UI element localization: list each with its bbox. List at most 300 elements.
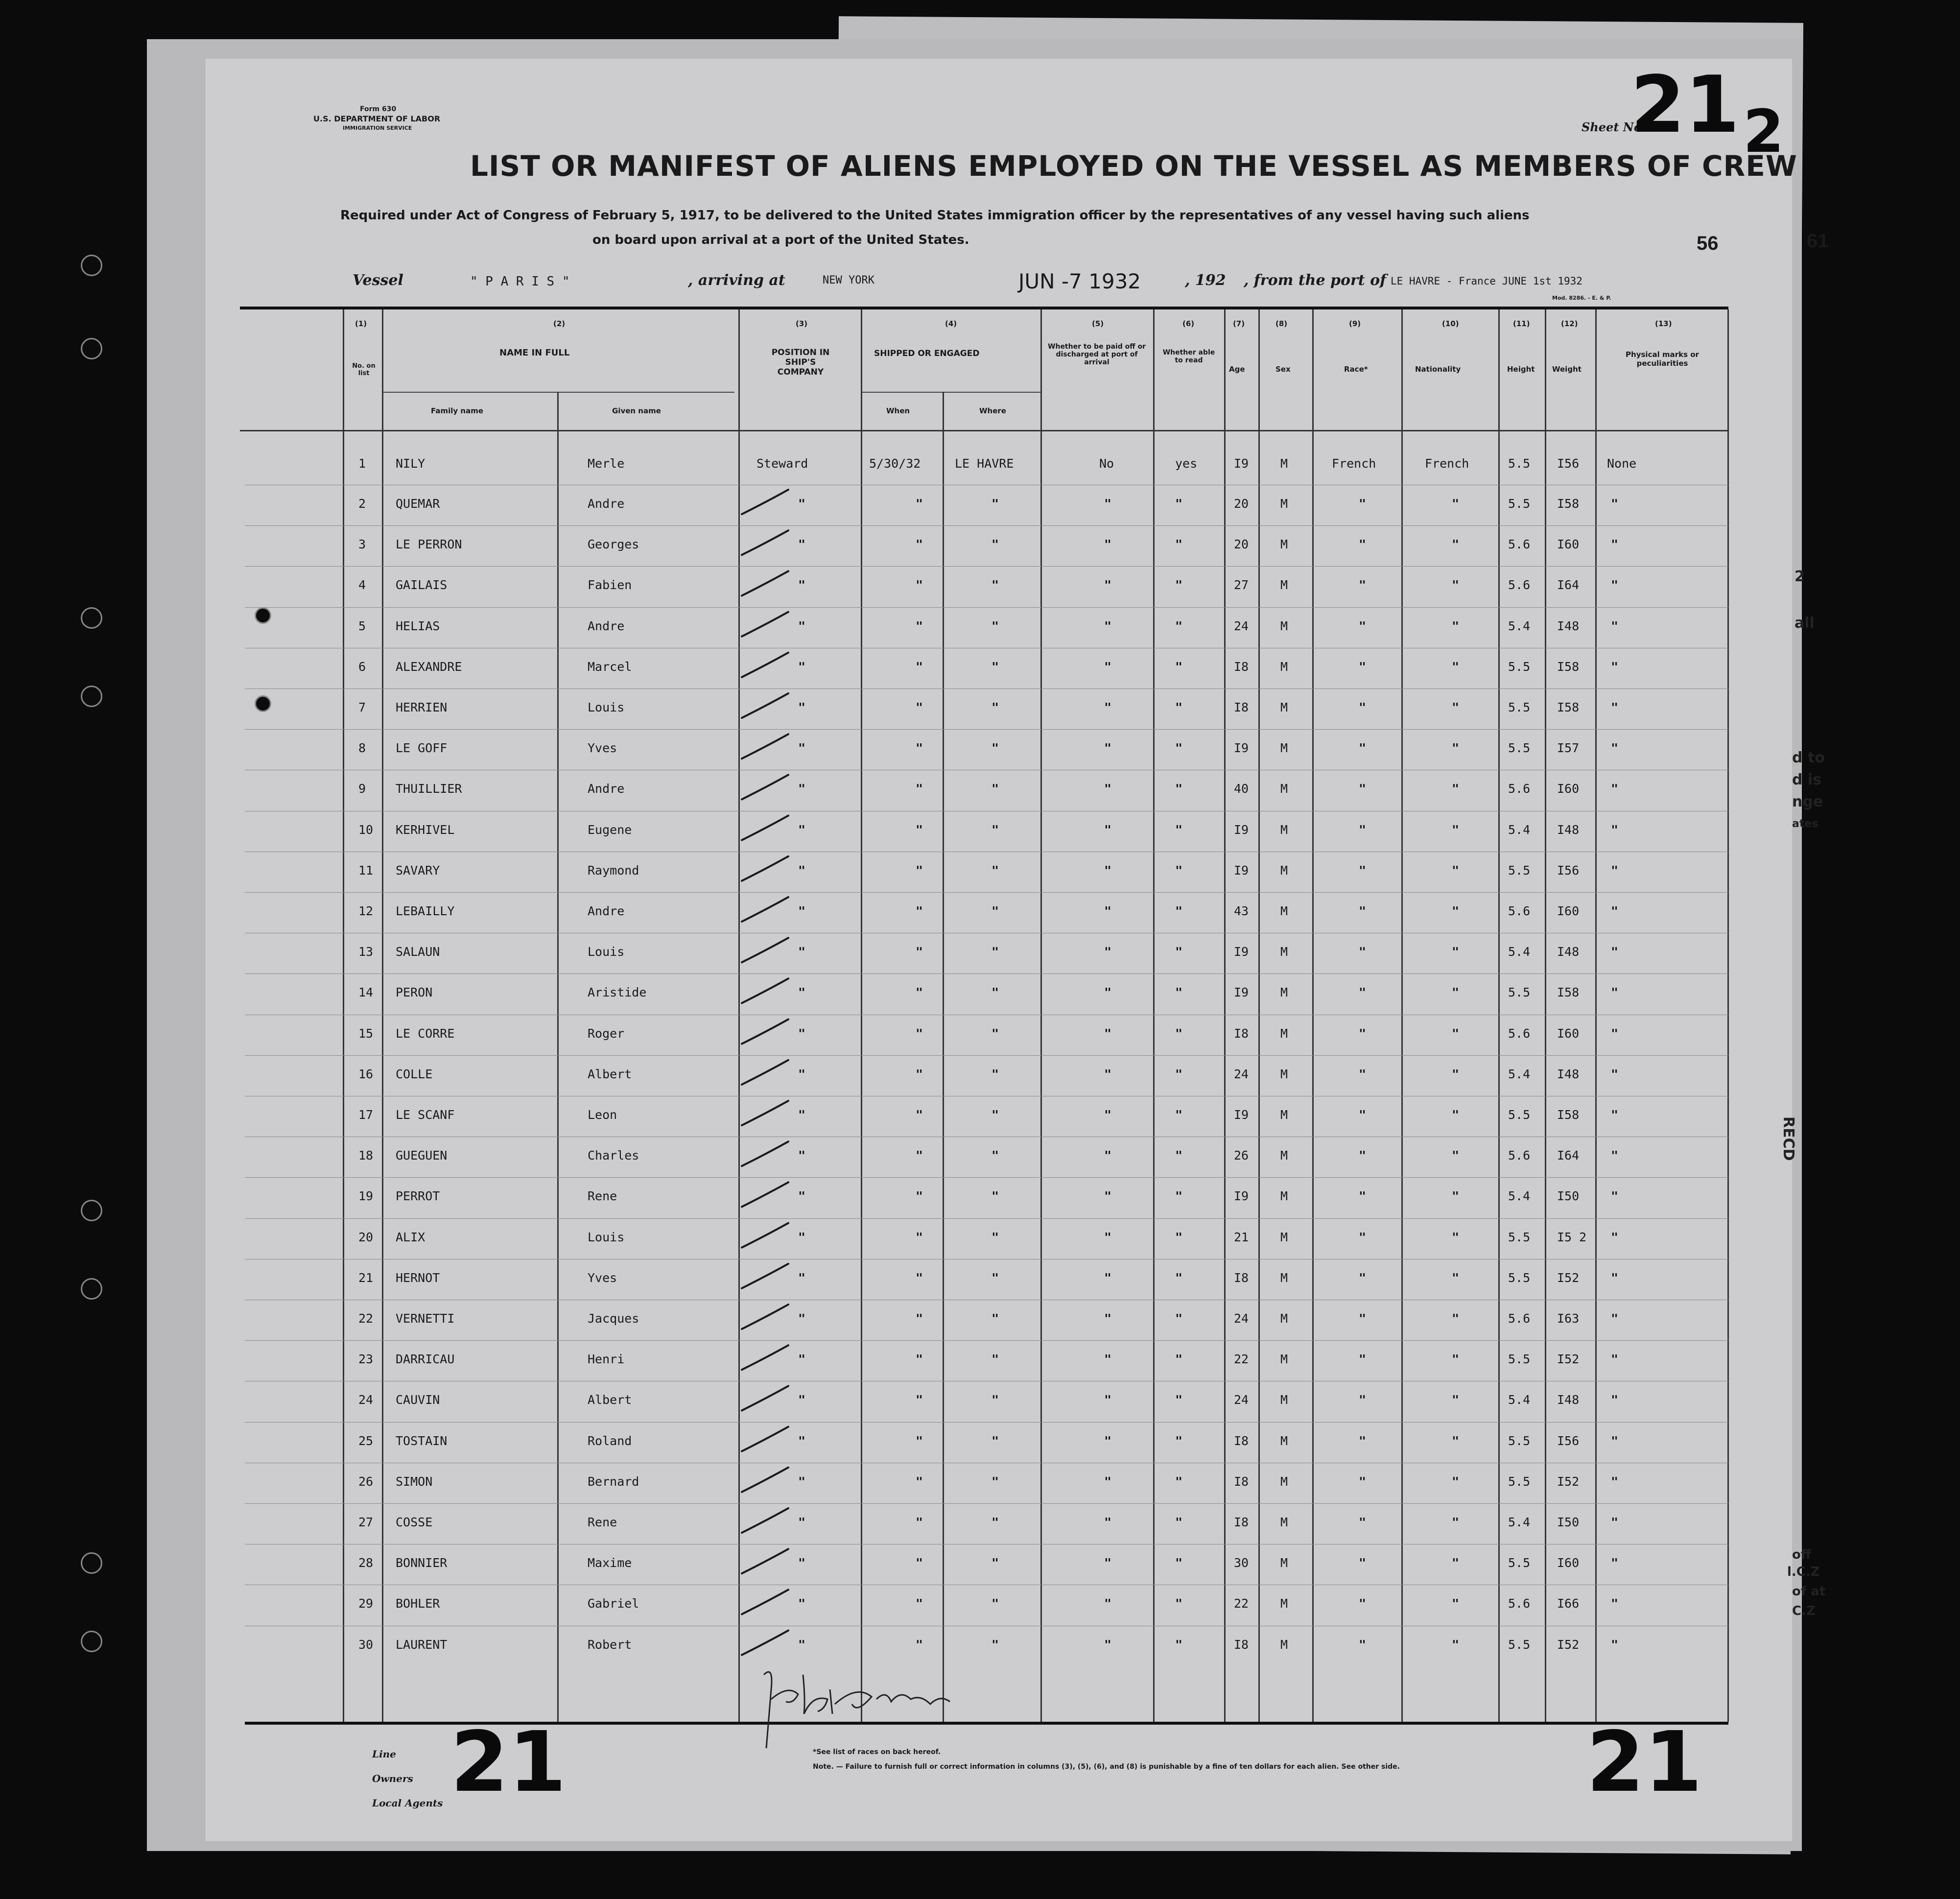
col13-header: Physical marks or peculiarities	[1626, 350, 1699, 368]
weight: I48	[1557, 1393, 1580, 1407]
able-to-read-ditto: "	[1175, 741, 1183, 756]
age: I9	[1234, 456, 1249, 471]
weight: I60	[1557, 1026, 1580, 1041]
weight: I52	[1557, 1270, 1580, 1285]
row-number: 18	[358, 1148, 374, 1163]
nationality-ditto: "	[1452, 1433, 1460, 1448]
weight: I56	[1557, 863, 1580, 878]
sex: M	[1280, 700, 1288, 714]
age: 24	[1234, 618, 1249, 633]
age: 22	[1234, 1352, 1249, 1367]
col10-header: Nationality	[1415, 365, 1461, 374]
row-number: 26	[358, 1474, 374, 1489]
height: 5.5	[1508, 700, 1531, 714]
position-ditto: "	[798, 1230, 806, 1244]
age: 27	[1234, 578, 1249, 593]
col9-header: Race*	[1344, 365, 1368, 374]
marks-ditto: "	[1611, 1189, 1619, 1204]
col2-number: (2)	[553, 319, 566, 328]
age: I8	[1234, 1270, 1249, 1285]
table-row	[0, 978, 1960, 1019]
col7-header: Age	[1229, 365, 1245, 374]
position-ditto: "	[798, 985, 806, 1000]
paid-off-ditto: "	[1104, 1556, 1112, 1570]
age: I9	[1234, 822, 1249, 837]
able-to-read-ditto: "	[1175, 700, 1183, 714]
given-name: Andre	[588, 904, 625, 918]
race-ditto: "	[1359, 1230, 1367, 1244]
position-ditto: "	[798, 1189, 806, 1204]
shipped-when-ditto: "	[916, 985, 923, 1000]
table-row	[0, 1631, 1960, 1671]
given-name: Roland	[588, 1433, 632, 1448]
able-to-read-ditto: "	[1175, 863, 1183, 878]
race-ditto: "	[1359, 741, 1367, 756]
family-name: THUILLIER	[396, 782, 462, 796]
shipped-when-ditto: "	[916, 659, 923, 674]
table-row	[0, 775, 1960, 815]
table-row	[0, 1020, 1960, 1060]
position-ditto: "	[798, 537, 806, 552]
shipped-where-ditto: "	[992, 1596, 999, 1611]
table-row	[0, 1305, 1960, 1345]
sheet-stamp-number: 21	[1630, 59, 1740, 150]
margin-note: d is	[1792, 771, 1822, 788]
paid-off-ditto: "	[1104, 1596, 1112, 1611]
age: I8	[1234, 700, 1249, 714]
arriving-label: , arriving at	[688, 272, 785, 289]
paid-off-ditto: "	[1104, 1108, 1112, 1122]
table-row	[0, 1427, 1960, 1467]
given-name: Fabien	[588, 578, 632, 593]
position-ditto: "	[798, 741, 806, 756]
nationality-ditto: "	[1452, 1189, 1460, 1204]
row-rule	[245, 1055, 1728, 1056]
row-rule	[245, 525, 1728, 526]
position-ditto: "	[798, 822, 806, 837]
col4b-header: Where	[979, 406, 1006, 415]
col6-number: (6)	[1182, 319, 1195, 328]
nationality-ditto: "	[1452, 1067, 1460, 1081]
position-ditto: "	[798, 863, 806, 878]
weight: I57	[1557, 741, 1580, 756]
able-to-read-ditto: "	[1175, 1148, 1183, 1163]
height: 5.6	[1508, 537, 1531, 552]
nationality-ditto: "	[1452, 578, 1460, 593]
weight: I60	[1557, 904, 1580, 918]
race-ditto: "	[1359, 537, 1367, 552]
nationality-ditto: "	[1452, 1515, 1460, 1529]
nationality-ditto: "	[1452, 659, 1460, 674]
height: 5.5	[1508, 497, 1531, 511]
manifest-subtitle-2: on board upon arrival at a port of the United States.	[592, 233, 969, 247]
height: 5.5	[1508, 1474, 1531, 1489]
given-name: Gabriel	[588, 1596, 639, 1611]
nationality-ditto: "	[1452, 985, 1460, 1000]
shipped-where-ditto: "	[992, 1311, 999, 1326]
shipped-when-ditto: "	[916, 700, 923, 714]
margin-note: of at	[1792, 1584, 1826, 1599]
shipped-when-ditto: "	[916, 1311, 923, 1326]
shipped-where-ditto: "	[992, 1148, 999, 1163]
table-row	[0, 490, 1960, 530]
col4-number: (4)	[945, 319, 957, 328]
arrival-date-stamp: JUN -7 1932	[1018, 269, 1141, 293]
given-name: Andre	[588, 618, 625, 633]
table-row	[0, 450, 1960, 490]
given-name: Merle	[588, 456, 625, 471]
row-number: 4	[358, 578, 366, 593]
age: I8	[1234, 1433, 1249, 1448]
able-to-read-ditto: "	[1175, 618, 1183, 633]
able-to-read-ditto: "	[1175, 578, 1183, 593]
family-name: TOSTAIN	[396, 1433, 448, 1448]
given-name: Henri	[588, 1352, 625, 1367]
page-number-56: 56	[1697, 233, 1719, 254]
shipped-when-ditto: "	[916, 1026, 923, 1041]
able-to-read-ditto: "	[1175, 537, 1183, 552]
marks-ditto: "	[1611, 1026, 1619, 1041]
marks-ditto: "	[1611, 618, 1619, 633]
punch-hole	[81, 338, 102, 359]
sex: M	[1280, 537, 1288, 552]
age: 20	[1234, 537, 1249, 552]
shipped-where-ditto: "	[992, 985, 999, 1000]
nationality-ditto: "	[1452, 1026, 1460, 1041]
shipped-when-ditto: "	[916, 1393, 923, 1407]
weight: I64	[1557, 1148, 1580, 1163]
paid-off-ditto: "	[1104, 741, 1112, 756]
sex: M	[1280, 1556, 1288, 1570]
shipped-where-ditto: "	[992, 618, 999, 633]
age: 21	[1234, 1230, 1249, 1244]
height: 5.4	[1508, 822, 1531, 837]
weight: I48	[1557, 945, 1580, 959]
weight: I58	[1557, 659, 1580, 674]
height: 5.5	[1508, 1230, 1531, 1244]
table-row	[0, 612, 1960, 652]
sex: M	[1280, 1311, 1288, 1326]
row-rule	[245, 1503, 1728, 1504]
row-number: 17	[358, 1108, 374, 1122]
able-to-read-ditto: "	[1175, 1515, 1183, 1529]
age: 24	[1234, 1393, 1249, 1407]
position-ditto: "	[798, 1311, 806, 1326]
family-name: LE SCANF	[396, 1108, 455, 1122]
sex: M	[1280, 618, 1288, 633]
stamp-number-left: 21	[450, 1714, 567, 1811]
col2a-header: Family name	[431, 406, 484, 415]
shipped-when-ditto: "	[916, 945, 923, 959]
marks-ditto: "	[1611, 1433, 1619, 1448]
family-name: PERON	[396, 985, 433, 1000]
able-to-read-ditto: "	[1175, 1433, 1183, 1448]
weight: I48	[1557, 822, 1580, 837]
family-name: PERROT	[396, 1189, 440, 1204]
paid-off-ditto: "	[1104, 1515, 1112, 1529]
owners-label: Owners	[372, 1773, 413, 1784]
sex: M	[1280, 1148, 1288, 1163]
table-row	[0, 734, 1960, 774]
family-name: BOHLER	[396, 1596, 440, 1611]
able-to-read-ditto: "	[1175, 985, 1183, 1000]
margin-note: all	[1795, 615, 1815, 632]
paid-off-ditto: "	[1104, 1311, 1112, 1326]
nationality-ditto: "	[1452, 863, 1460, 878]
col8-number: (8)	[1275, 319, 1288, 328]
family-name: CAUVIN	[396, 1393, 440, 1407]
nationality-ditto: "	[1452, 1556, 1460, 1570]
table-row	[0, 1386, 1960, 1426]
paid-off-ditto: "	[1104, 945, 1112, 959]
marks-ditto: "	[1611, 1637, 1619, 1652]
paid-off-ditto: "	[1104, 863, 1112, 878]
row-number: 28	[358, 1556, 374, 1570]
height: 5.5	[1508, 1556, 1531, 1570]
nationality-ditto: "	[1452, 497, 1460, 511]
family-name: DARRICAU	[396, 1352, 455, 1367]
line-label: Line	[372, 1748, 396, 1760]
race-ditto: "	[1359, 945, 1367, 959]
shipped-when-ditto: "	[916, 1108, 923, 1122]
race-ditto: "	[1359, 1596, 1367, 1611]
height: 5.4	[1508, 1189, 1531, 1204]
row-number: 2	[358, 497, 366, 511]
paid-off-ditto: "	[1104, 1637, 1112, 1652]
local-agents-label: Local Agents	[372, 1797, 443, 1809]
able-to-read-ditto: "	[1175, 822, 1183, 837]
table-row	[0, 1223, 1960, 1263]
position: Steward	[756, 456, 808, 471]
department-label: U.S. DEPARTMENT OF LABOR	[313, 114, 441, 123]
sex: M	[1280, 741, 1288, 756]
nationality-ditto: "	[1452, 700, 1460, 714]
position-ditto: "	[798, 1148, 806, 1163]
age: I9	[1234, 863, 1249, 878]
height: 5.6	[1508, 1148, 1531, 1163]
sex: M	[1280, 1230, 1288, 1244]
col4-header: SHIPPED OR ENGAGED	[874, 349, 980, 358]
age: I9	[1234, 1189, 1249, 1204]
nationality-ditto: "	[1452, 618, 1460, 633]
race-ditto: "	[1359, 904, 1367, 918]
height: 5.5	[1508, 456, 1531, 471]
weight: I60	[1557, 1556, 1580, 1570]
race-ditto: "	[1359, 1148, 1367, 1163]
shipped-when-ditto: "	[916, 1189, 923, 1204]
race-ditto: "	[1359, 1352, 1367, 1367]
table-row	[0, 1060, 1960, 1100]
row-number: 8	[358, 741, 366, 756]
marks-ditto: "	[1611, 904, 1619, 918]
shipped-when-ditto: "	[916, 1270, 923, 1285]
col13-number: (13)	[1655, 319, 1672, 328]
family-name: SAVARY	[396, 863, 440, 878]
paid-off-ditto: "	[1104, 782, 1112, 796]
family-name: ALIX	[396, 1230, 425, 1244]
table-row	[0, 1182, 1960, 1222]
row-number: 13	[358, 945, 374, 959]
weight: I63	[1557, 1311, 1580, 1326]
shipped-where-ditto: "	[992, 1026, 999, 1041]
height: 5.6	[1508, 1311, 1531, 1326]
footnote-penalty: Note. — Failure to furnish full or correct information in columns (3), (5), (6), and (8) is punishable by a fine of ten dollars for each alien. See other side.	[813, 1763, 1400, 1771]
given-name: Aristide	[588, 985, 647, 1000]
sex: M	[1280, 1067, 1288, 1081]
age: I8	[1234, 1637, 1249, 1652]
margin-note: l.C.Z	[1787, 1565, 1820, 1579]
age: I8	[1234, 1026, 1249, 1041]
weight: I50	[1557, 1189, 1580, 1204]
shipped-where-ditto: "	[992, 1067, 999, 1081]
family-name: COSSE	[396, 1515, 433, 1529]
margin-note: ates	[1792, 818, 1818, 830]
header-bottom-rule	[240, 430, 1728, 431]
nationality-ditto: "	[1452, 1474, 1460, 1489]
shipped-when: 5/30/32	[869, 456, 921, 471]
marks-ditto: "	[1611, 1148, 1619, 1163]
col12-number: (12)	[1561, 319, 1578, 328]
physical-marks: None	[1607, 456, 1637, 471]
row-rule	[245, 973, 1728, 974]
row-number: 12	[358, 904, 374, 918]
nationality-ditto: "	[1452, 537, 1460, 552]
shipped-when-ditto: "	[916, 497, 923, 511]
position-ditto: "	[798, 1556, 806, 1570]
race-ditto: "	[1359, 822, 1367, 837]
shipped-where-ditto: "	[992, 1556, 999, 1570]
paid-off-ditto: "	[1104, 985, 1112, 1000]
family-name: ALEXANDRE	[396, 659, 462, 674]
height: 5.5	[1508, 1637, 1531, 1652]
table-row	[0, 1468, 1960, 1508]
race-ditto: "	[1359, 1474, 1367, 1489]
paid-off-ditto: "	[1104, 1474, 1112, 1489]
master-signature	[744, 1655, 969, 1753]
height: 5.6	[1508, 782, 1531, 796]
able-to-read-ditto: "	[1175, 497, 1183, 511]
punch-hole	[81, 255, 102, 276]
able-to-read-ditto: "	[1175, 1189, 1183, 1204]
sex: M	[1280, 945, 1288, 959]
position-ditto: "	[798, 618, 806, 633]
given-name: Leon	[588, 1108, 617, 1122]
family-name: HERNOT	[396, 1270, 440, 1285]
height: 5.5	[1508, 659, 1531, 674]
race-ditto: "	[1359, 1556, 1367, 1570]
given-name: Eugene	[588, 822, 632, 837]
form-number: Form 630	[360, 105, 397, 113]
weight: I58	[1557, 1108, 1580, 1122]
nationality-ditto: "	[1452, 1311, 1460, 1326]
age: 22	[1234, 1596, 1249, 1611]
margin-note: 2	[1795, 568, 1805, 585]
nationality-ditto: "	[1452, 1108, 1460, 1122]
col8-header: Sex	[1275, 365, 1291, 374]
family-name: VERNETTI	[396, 1311, 455, 1326]
sex: M	[1280, 1596, 1288, 1611]
col2b-header: Given name	[612, 406, 661, 415]
paid-off-ditto: "	[1104, 1270, 1112, 1285]
given-name: Andre	[588, 782, 625, 796]
shipped-where-ditto: "	[992, 700, 999, 714]
height: 5.6	[1508, 1596, 1531, 1611]
shipped-where-ditto: "	[992, 822, 999, 837]
weight: I58	[1557, 700, 1580, 714]
height: 5.5	[1508, 863, 1531, 878]
able-to-read-ditto: "	[1175, 1067, 1183, 1081]
age: 24	[1234, 1311, 1249, 1326]
sex: M	[1280, 1352, 1288, 1367]
family-name: LE CORRE	[396, 1026, 455, 1041]
col11-header: Height	[1507, 365, 1535, 374]
race-ditto: "	[1359, 700, 1367, 714]
paid-off: No	[1099, 456, 1114, 471]
able-to-read-ditto: "	[1175, 782, 1183, 796]
able-to-read-ditto: "	[1175, 1270, 1183, 1285]
given-name: Rene	[588, 1515, 617, 1529]
sex: M	[1280, 822, 1288, 837]
row-rule	[245, 729, 1728, 730]
vessel-name: " P A R I S "	[470, 274, 570, 289]
table-row	[0, 1508, 1960, 1548]
age: I8	[1234, 1515, 1249, 1529]
row-number: 6	[358, 659, 366, 674]
sex: M	[1280, 1189, 1288, 1204]
marks-ditto: "	[1611, 497, 1619, 511]
given-name: Georges	[588, 537, 639, 552]
shipped-where-ditto: "	[992, 1270, 999, 1285]
family-name: HELIAS	[396, 618, 440, 633]
weight: I50	[1557, 1515, 1580, 1529]
table-row	[0, 1264, 1960, 1304]
paid-off-ditto: "	[1104, 659, 1112, 674]
position-ditto: "	[798, 578, 806, 593]
position-ditto: "	[798, 904, 806, 918]
family-name: GUEGUEN	[396, 1148, 448, 1163]
age: 40	[1234, 782, 1249, 796]
row-rule	[245, 1340, 1728, 1341]
race-ditto: "	[1359, 618, 1367, 633]
shipped-where-ditto: "	[992, 1474, 999, 1489]
height: 5.6	[1508, 904, 1531, 918]
height: 5.5	[1508, 985, 1531, 1000]
shipped-where-ditto: "	[992, 945, 999, 959]
given-name: Raymond	[588, 863, 639, 878]
service-label: IMMIGRATION SERVICE	[343, 125, 412, 131]
row-number: 1	[358, 456, 366, 471]
position-ditto: "	[798, 659, 806, 674]
sex: M	[1280, 1515, 1288, 1529]
sex: M	[1280, 1393, 1288, 1407]
height: 5.4	[1508, 1515, 1531, 1529]
family-name: GAILAIS	[396, 578, 448, 593]
nationality-ditto: "	[1452, 1270, 1460, 1285]
paid-off-ditto: "	[1104, 1393, 1112, 1407]
weight: I60	[1557, 537, 1580, 552]
race-ditto: "	[1359, 1311, 1367, 1326]
row-number: 9	[358, 782, 366, 796]
shipped-when-ditto: "	[916, 863, 923, 878]
weight: I64	[1557, 578, 1580, 593]
able-to-read-ditto: "	[1175, 1108, 1183, 1122]
marks-ditto: "	[1611, 741, 1619, 756]
row-number: 22	[358, 1311, 374, 1326]
family-name: SALAUN	[396, 945, 440, 959]
shipped-when-ditto: "	[916, 1230, 923, 1244]
table-row	[0, 938, 1960, 978]
weight: I48	[1557, 1067, 1580, 1081]
